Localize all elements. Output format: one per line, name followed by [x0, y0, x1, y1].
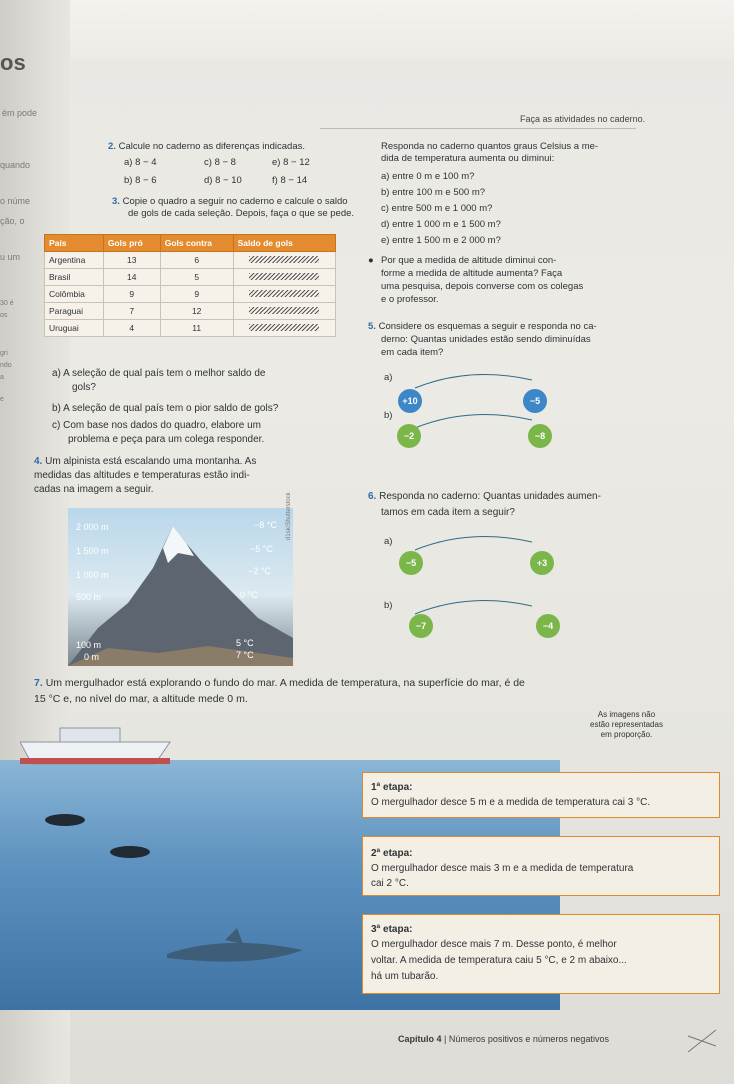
scale-note-line: em proporção. — [600, 730, 653, 739]
table-cell: 11 — [160, 320, 233, 337]
shark-icon — [165, 928, 305, 976]
page-top-curl — [0, 0, 734, 60]
table-cell: 9 — [103, 286, 160, 303]
table-header: Saldo de gols — [233, 235, 335, 252]
q2-item — [204, 157, 236, 169]
bullet-icon: ● — [368, 255, 374, 266]
q5-line1: Considere os esquemas a seguir e responda no ca- — [378, 321, 597, 332]
q6-number: 6. — [368, 491, 377, 502]
altitude-label: 100 m — [76, 640, 102, 650]
right-intro-item: a) entre 0 m e 100 m? — [381, 171, 475, 182]
altitude-label: 1 500 m — [76, 546, 109, 556]
table-cell: 13 — [103, 252, 160, 269]
q2-item-expr: 8 − 14 — [280, 175, 308, 186]
margin-fragment: a — [0, 374, 4, 381]
table-cell: 7 — [103, 303, 160, 320]
table-cell: Uruguai — [45, 320, 104, 337]
table-cell: 14 — [103, 269, 160, 286]
q4-line2: medidas das altitudes e temperaturas estão indi- — [34, 470, 250, 481]
right-intro-item: c) entre 500 m e 1 000 m? — [381, 203, 493, 214]
hatched-cell — [233, 320, 335, 337]
etapa-box-3 — [362, 914, 720, 994]
bullet-line1: Por que a medida de altitude diminui con- — [381, 255, 557, 266]
etapa-text: voltar. A medida de temperatura caiu 5 °C, e 2 m abaixo... — [371, 955, 627, 966]
q3-line2: de gols de cada seleção. Depois, faça o que se pede. — [128, 208, 355, 219]
right-intro-line1: Responda no caderno quantos graus Celsius a me- — [381, 141, 599, 152]
q2-item — [124, 157, 157, 169]
q5-b-from: −2 — [397, 424, 421, 448]
q3-a-line1: a) A seleção de qual país tem o melhor saldo de — [52, 368, 266, 379]
q2-item-label: f) — [272, 175, 278, 186]
q2-item — [272, 157, 310, 169]
diver-icon — [105, 840, 155, 864]
page-corner-icon — [686, 1028, 718, 1054]
scale-note — [590, 710, 663, 740]
q2-statement — [108, 141, 305, 153]
table-header: Gols contra — [160, 235, 233, 252]
q2-item-label: e) — [272, 157, 281, 168]
q2-number: 2. — [108, 141, 116, 152]
q2-item-label: d) — [204, 175, 213, 186]
margin-fragment: ção, o — [0, 216, 25, 226]
q2-item-label: a) — [124, 157, 133, 168]
etapa-box-2 — [362, 836, 720, 896]
q4-line3: cadas na imagem a seguir. — [34, 484, 154, 495]
hatched-cell — [233, 286, 335, 303]
etapa-text: O mergulhador desce 5 m e a medida de temperatura cai 3 °C. — [371, 797, 651, 808]
bullet-line3: uma pesquisa, depois converse com os colegas — [381, 281, 584, 292]
q2-item — [272, 175, 307, 187]
q3-statement — [112, 196, 348, 208]
temperature-label: 7 °C — [236, 650, 254, 660]
hatched-cell — [233, 303, 335, 320]
boat-icon — [20, 722, 180, 766]
q6-a-arrow — [410, 532, 540, 552]
temperature-label: −5 °C — [250, 544, 273, 554]
q6-a-label: a) — [384, 536, 393, 547]
q7-line2: 15 °C e, no nível do mar, a altitude mede 0 m. — [34, 693, 248, 705]
q2-item-expr: 8 − 10 — [215, 175, 242, 186]
q3-a-line2: gols? — [72, 382, 96, 393]
image-credit: d1sk/Shutterstock — [286, 492, 292, 540]
q7-number: 7. — [34, 677, 43, 689]
q5-statement — [368, 321, 597, 333]
q4-number: 4. — [34, 456, 43, 467]
temperature-label: 5 °C — [236, 638, 254, 648]
table-row — [45, 252, 336, 269]
q6-line1: Responda no caderno: Quantas unidades aumen- — [379, 491, 601, 502]
margin-fragment: quando — [0, 160, 31, 170]
q2-item — [124, 175, 157, 187]
altitude-label: 500 m — [76, 592, 102, 602]
margin-fragment: ndo — [0, 362, 12, 369]
q2-item-label: c) — [204, 157, 212, 168]
q5-b-label: b) — [384, 410, 393, 421]
table-cell: Paraguai — [45, 303, 104, 320]
footer-title: Números positivos e números negativos — [448, 1034, 609, 1044]
table-row — [45, 286, 336, 303]
table-row — [45, 303, 336, 320]
q6-b-label: b) — [384, 600, 393, 611]
q4-statement — [34, 455, 256, 468]
header-rule — [320, 128, 636, 129]
goals-table — [44, 234, 336, 337]
altitude-label: 2 000 m — [76, 522, 109, 532]
margin-fragment: ém pode — [2, 108, 38, 118]
q2-item — [204, 175, 242, 187]
temperature-label: 0 °C — [240, 590, 258, 600]
q5-line3: em cada item? — [381, 347, 444, 358]
right-intro-item: d) entre 1 000 m e 1 500 m? — [381, 219, 501, 230]
q3-c-line2: problema e peça para um colega responder. — [68, 434, 265, 445]
right-intro-item: e) entre 1 500 m e 2 000 m? — [381, 235, 501, 246]
temperature-label: −8 °C — [254, 520, 277, 530]
q2-item-expr: 8 − 12 — [283, 157, 310, 168]
temperature-label: −2 °C — [248, 566, 271, 576]
footer-chapter: Capítulo 4 — [398, 1034, 442, 1044]
q6-statement — [368, 490, 601, 503]
table-cell: 6 — [160, 252, 233, 269]
footer: Capítulo 4 | Números positivos e números negativos — [398, 1034, 609, 1044]
right-intro-item: b) entre 100 m e 500 m? — [381, 187, 486, 198]
altitude-label: 1 000 m — [76, 570, 109, 580]
q3-b: b) A seleção de qual país tem o pior saldo de gols? — [52, 403, 279, 414]
margin-fragment: 30 é — [0, 300, 14, 307]
q3-number: 3. — [112, 196, 120, 207]
table-header: Gols pró — [103, 235, 160, 252]
table-cell: 4 — [103, 320, 160, 337]
q6-b-to: −4 — [536, 614, 560, 638]
table-cell: 9 — [160, 286, 233, 303]
q5-a-label: a) — [384, 372, 393, 383]
q6-b-from: −7 — [409, 614, 433, 638]
q7-statement — [34, 677, 525, 690]
q2-text: Calcule no caderno as diferenças indicadas. — [118, 141, 305, 152]
etapa-title: 3ª etapa: — [371, 924, 413, 935]
q5-line2: derno: Quantas unidades estão sendo diminuídas — [381, 334, 591, 345]
margin-fragment: u um — [0, 252, 21, 262]
q5-b-arrow — [410, 410, 540, 430]
hatched-cell — [233, 252, 335, 269]
table-cell: Colômbia — [45, 286, 104, 303]
q7-line1: Um mergulhador está explorando o fundo do mar. A medida de temperatura, na superfície do mar, é de — [45, 677, 525, 689]
q6-line2: tamos em cada item a seguir? — [381, 507, 515, 518]
table-cell: Brasil — [45, 269, 104, 286]
margin-fragment: o núme — [0, 196, 31, 206]
q5-a-from: +10 — [398, 389, 422, 413]
hatched-cell — [233, 269, 335, 286]
scale-note-line: As imagens não — [597, 710, 656, 719]
margin-fragment: gri — [0, 350, 8, 357]
q2-item-label: b) — [124, 175, 133, 186]
table-header: País — [45, 235, 104, 252]
q2-item-expr: 8 − 4 — [135, 157, 157, 168]
q5-a-to: −5 — [523, 389, 547, 413]
etapa-text: O mergulhador desce mais 7 m. Desse ponto, é melhor — [371, 939, 617, 950]
etapa-box-1 — [362, 772, 720, 818]
altitude-label: 0 m — [84, 652, 100, 662]
margin-fragment: os — [0, 312, 8, 319]
table-cell: 12 — [160, 303, 233, 320]
etapa-text: cai 2 °C. — [371, 878, 409, 889]
q3-c-line1: c) Com base nos dados do quadro, elabore um — [52, 420, 262, 431]
q6-a-from: −5 — [399, 551, 423, 575]
diver-icon — [40, 808, 90, 832]
bullet-line4: e o professor. — [381, 294, 439, 305]
table-row — [45, 320, 336, 337]
etapa-title: 1ª etapa: — [371, 782, 413, 793]
margin-fragment: e — [0, 396, 4, 403]
q6-b-arrow — [410, 596, 540, 616]
q5-a-arrow — [410, 370, 540, 390]
q6-a-to: +3 — [530, 551, 554, 575]
etapa-text: há um tubarão. — [371, 971, 439, 982]
table-cell: Argentina — [45, 252, 104, 269]
margin-fragment: os — [0, 50, 26, 75]
bullet-line2: forme a medida de altitude aumenta? Faça — [381, 268, 563, 279]
table-row — [45, 269, 336, 286]
header-note: Faça as atividades no caderno. — [520, 114, 646, 124]
table-header-row — [45, 235, 336, 252]
right-intro-line2: dida de temperatura aumenta ou diminui: — [381, 153, 555, 164]
q2-item-expr: 8 − 8 — [214, 157, 236, 168]
q3-line1: Copie o quadro a seguir no caderno e calcule o saldo — [122, 196, 348, 207]
q2-item-expr: 8 − 6 — [135, 175, 157, 186]
q4-line1: Um alpinista está escalando uma montanha. As — [45, 456, 257, 467]
etapa-title: 2ª etapa: — [371, 848, 413, 859]
etapa-text: O mergulhador desce mais 3 m e a medida de temperatura — [371, 863, 634, 874]
q5-b-to: −8 — [528, 424, 552, 448]
q5-number: 5. — [368, 321, 376, 332]
scale-note-line: estão representadas — [590, 720, 663, 729]
table-cell: 5 — [160, 269, 233, 286]
